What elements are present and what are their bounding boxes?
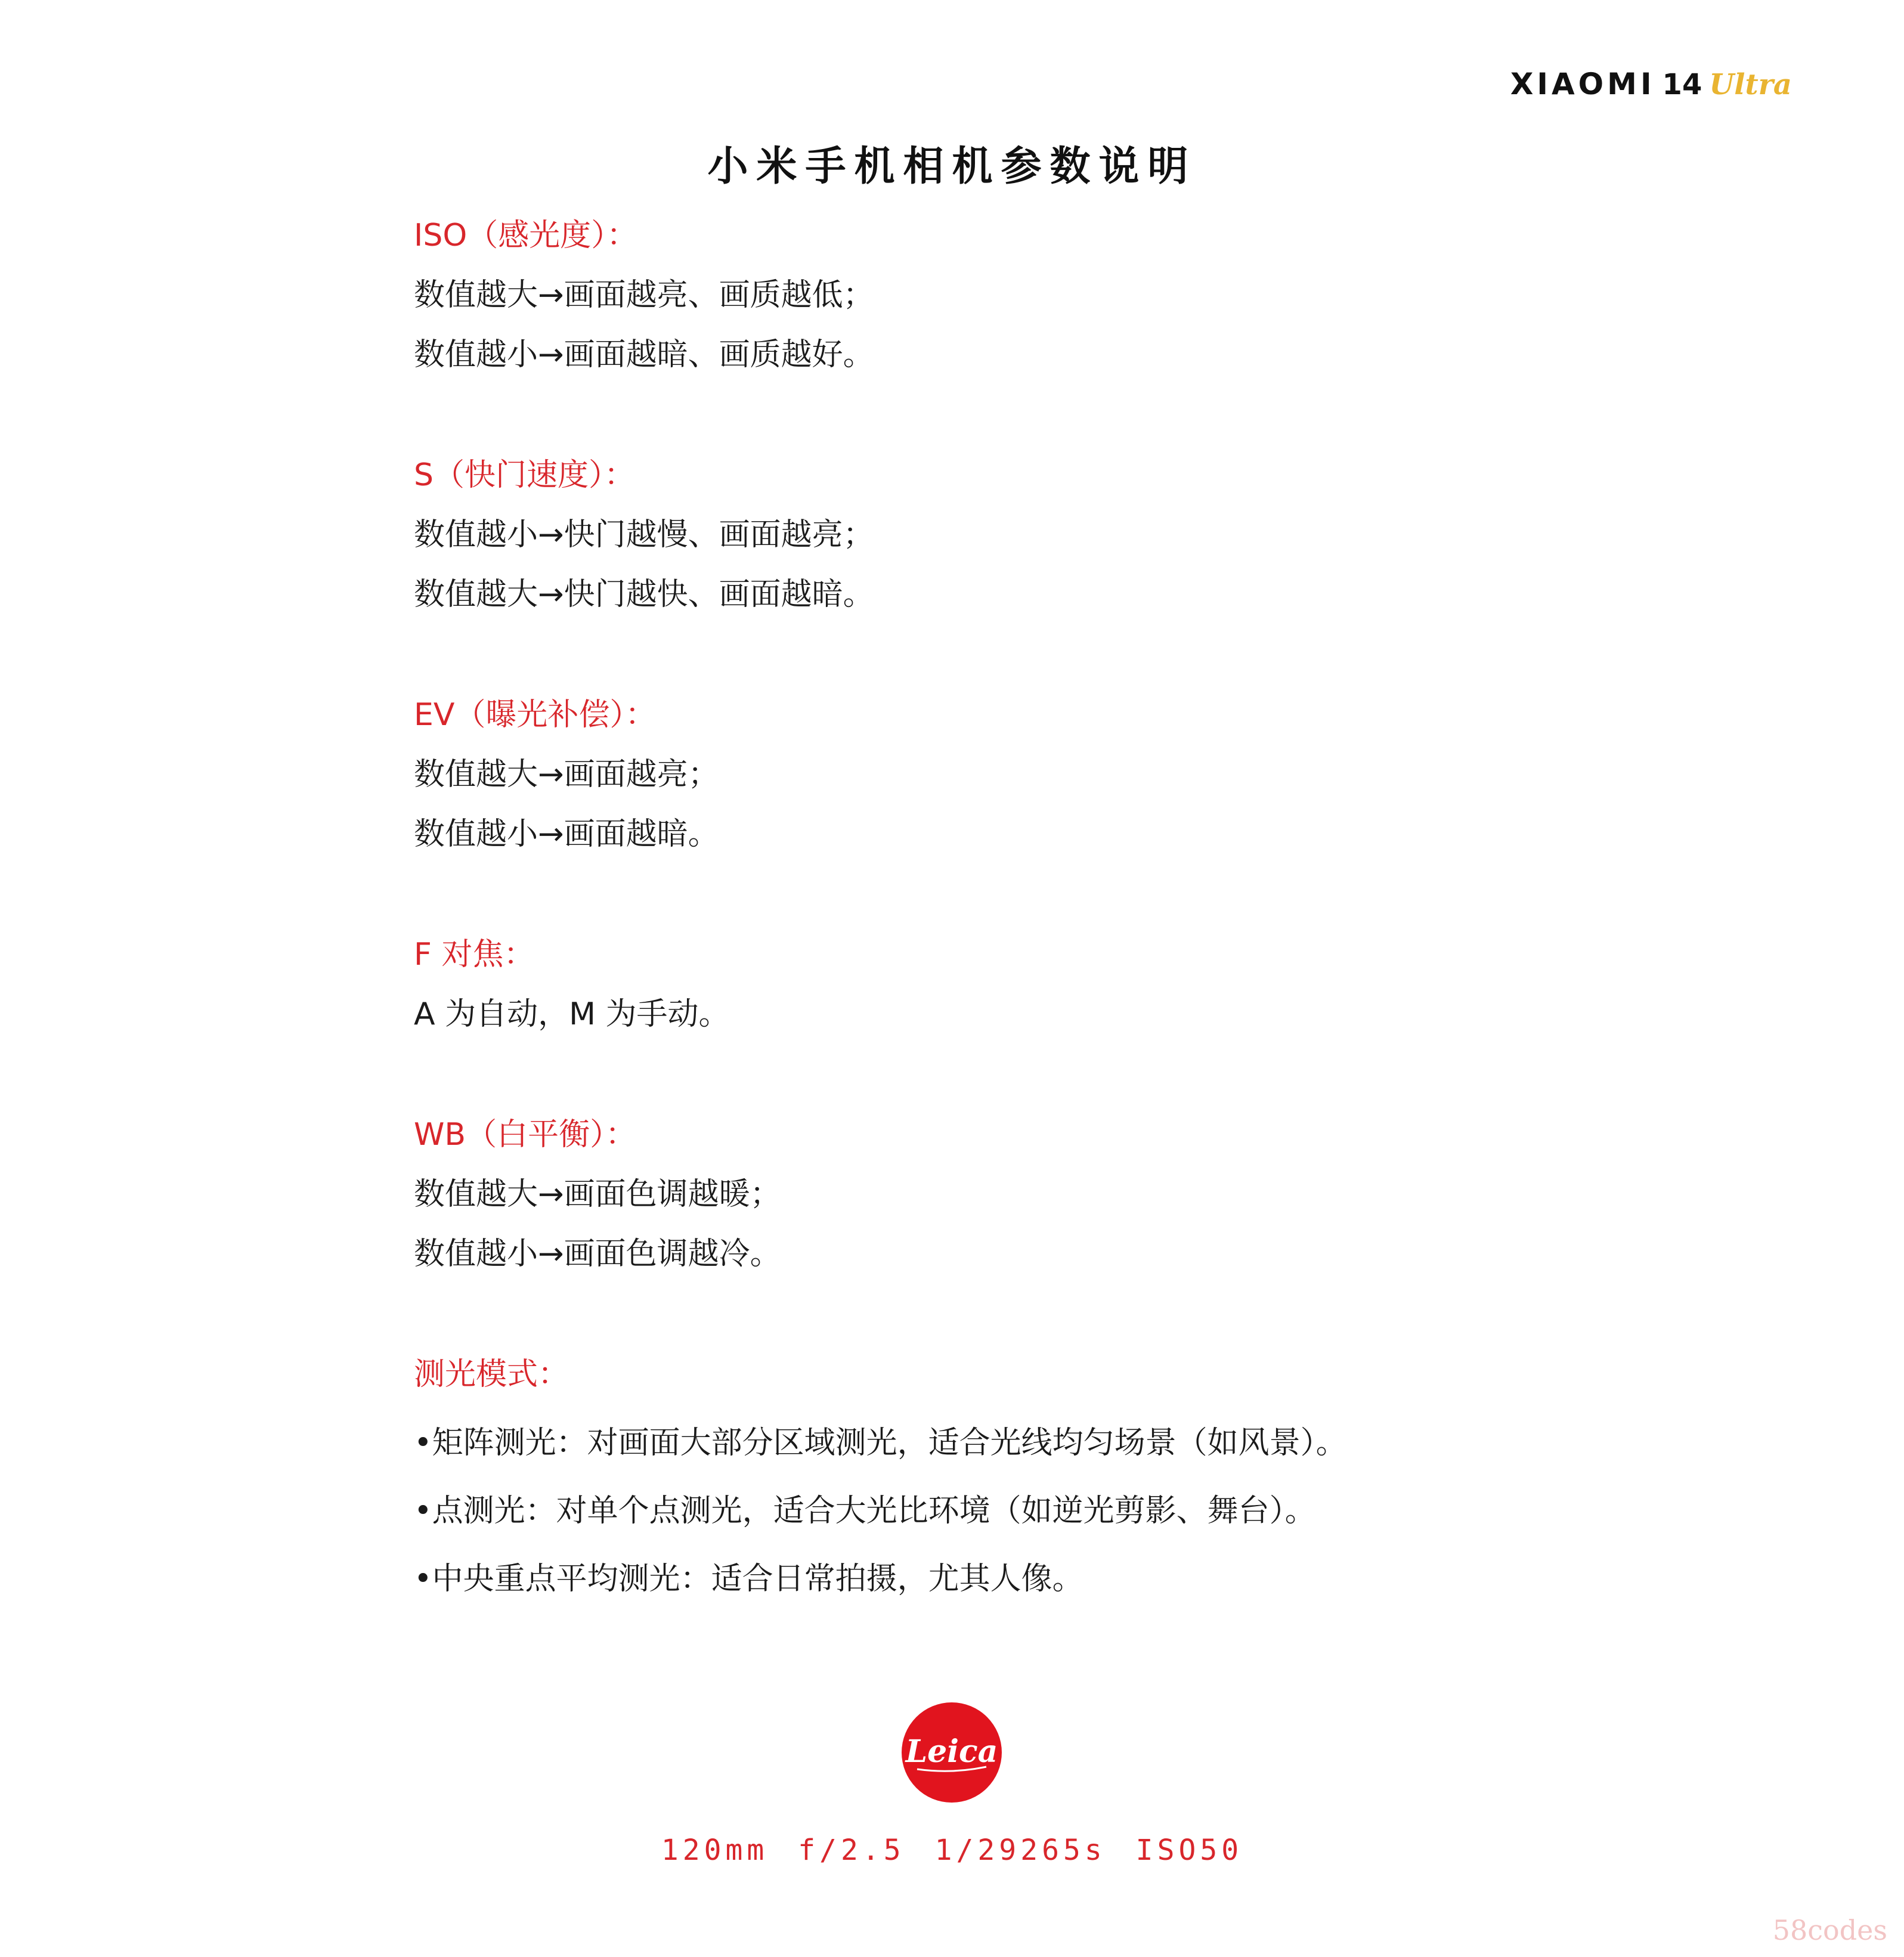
exif-info: 120mm f/2.5 1/29265s ISO50 [661, 1834, 1243, 1867]
brand-name: XIAOMI [1510, 67, 1655, 101]
section-heading: EV（曝光补偿）： [414, 697, 657, 733]
section-metering [414, 1345, 1845, 1613]
section-heading: WB（白平衡）： [414, 1117, 637, 1153]
section-heading: S（快门速度）： [414, 457, 636, 493]
section-line: 数值越小→画面色调越冷。 [414, 1236, 781, 1272]
section-white-balance [414, 1105, 1845, 1284]
section-heading: ISO（感光度）： [414, 218, 638, 253]
section-line: A 为自动，M 为手动。 [414, 996, 730, 1032]
section-line: 数值越大→画面越亮、画质越低； [414, 277, 874, 313]
section-line: 数值越小→画面越暗、画质越好。 [414, 337, 874, 373]
section-iso [414, 206, 1845, 385]
section-line: •中央重点平均测光：适合日常拍摄，尤其人像。 [414, 1561, 1083, 1597]
leica-wordmark: Leica [905, 1733, 998, 1770]
section-line: 数值越大→画面色调越暖； [414, 1176, 781, 1212]
section-heading: F 对焦： [414, 937, 535, 973]
section-line: 数值越大→画面越亮； [414, 757, 719, 792]
brand-model: 14 [1662, 68, 1702, 101]
section-line: •点测光：对单个点测光，适合大光比环境（如逆光剪影、舞台）。 [414, 1493, 1316, 1529]
section-line: 数值越小→快门越慢、画面越亮； [414, 517, 874, 553]
leica-badge-icon [902, 1702, 1002, 1803]
section-focus [414, 925, 1845, 1044]
section-shutter [414, 445, 1845, 624]
leica-wordmark-icon [902, 1702, 1002, 1803]
watermark: 58codes [1772, 1914, 1887, 1946]
brand-logo [1510, 67, 1792, 101]
brand-edition: Ultra [1709, 68, 1792, 101]
section-ev [414, 685, 1845, 864]
section-heading: 测光模式： [414, 1357, 569, 1392]
section-line: 数值越小→画面越暗。 [414, 816, 719, 852]
leica-logo [902, 1702, 1002, 1803]
section-line: •矩阵测光：对画面大部分区域测光，适合光线均匀场景（如风景）。 [414, 1425, 1347, 1461]
parameter-list [414, 206, 1845, 1613]
section-line: 数值越大→快门越快、画面越暗。 [414, 577, 874, 612]
page-title: 小米手机相机参数说明 [707, 143, 1197, 190]
